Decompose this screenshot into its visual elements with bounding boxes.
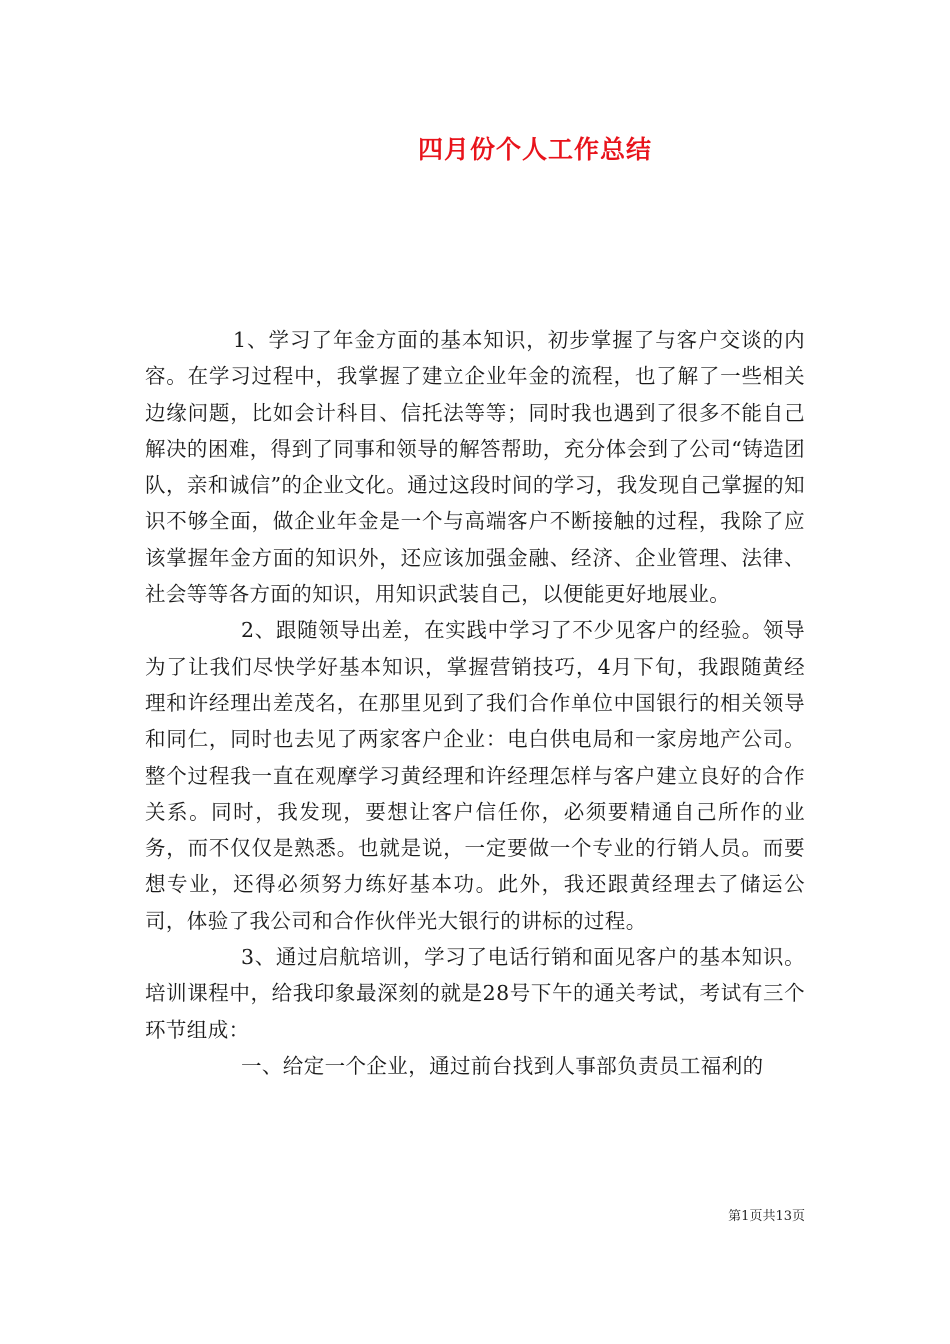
page-number-footer: 第1页共13页 [728,1209,805,1224]
paragraph-1: 1、学习了年金方面的基本知识，初步掌握了与客户交谈的内容。在学习过程中，我掌握了建立企业年金的流程，也了解了一些相关边缘问题，比如会计科目、信托法等等；同时我也遇到了很多不能自己解决的困难，得到了同事和领导的解答帮助，充分体会到了公司“铸造团队，亲和诚信”的企业文化。通过这段时间的学习，我发现自己掌握的知识不够全面，做企业年金是一个与高端客户不断接触的过程，我除了应该掌握年金方面的知识外，还应该加强金融、经济、企业管理、法律、社会等等各方面的知识，用知识武装自己，以便能更好地展业。 [145,328,805,607]
paragraph-4: 一、给定一个企业，通过前台找到人事部负责员工福利的 [241,1053,764,1078]
paragraph-2: 2、跟随领导出差，在实践中学习了不少见客户的经验。领导为了让我们尽快学好基本知识，掌握营销技巧，4月下旬，我跟随黄经理和许经理出差茂名，在那里见到了我们合作单位中国银行的相关领导和同仁，同时也去见了两家客户企业：电白供电局和一家房地产公司。整个过程我一直在观摩学习黄经理和许经理怎样与客户建立良好的合作关系。同时，我发现，要想让客户信任你，必须要精通自己所作的业务，而不仅仅是熟悉。也就是说，一定要做一个专业的行销人员。而要想专业，还得必须努力练好基本功。此外，我还跟黄经理去了储运公司，体验了我公司和合作伙伴光大银行的讲标的过程。 [145,618,805,933]
paragraph-3: 3、通过启航培训，学习了电话行销和面见客户的基本知识。培训课程中，给我印象最深刻的就是28号下午的通关考试，考试有三个环节组成： [145,945,805,1042]
document-title: 四月份个人工作总结 [417,135,652,164]
document-body [145,322,805,1084]
